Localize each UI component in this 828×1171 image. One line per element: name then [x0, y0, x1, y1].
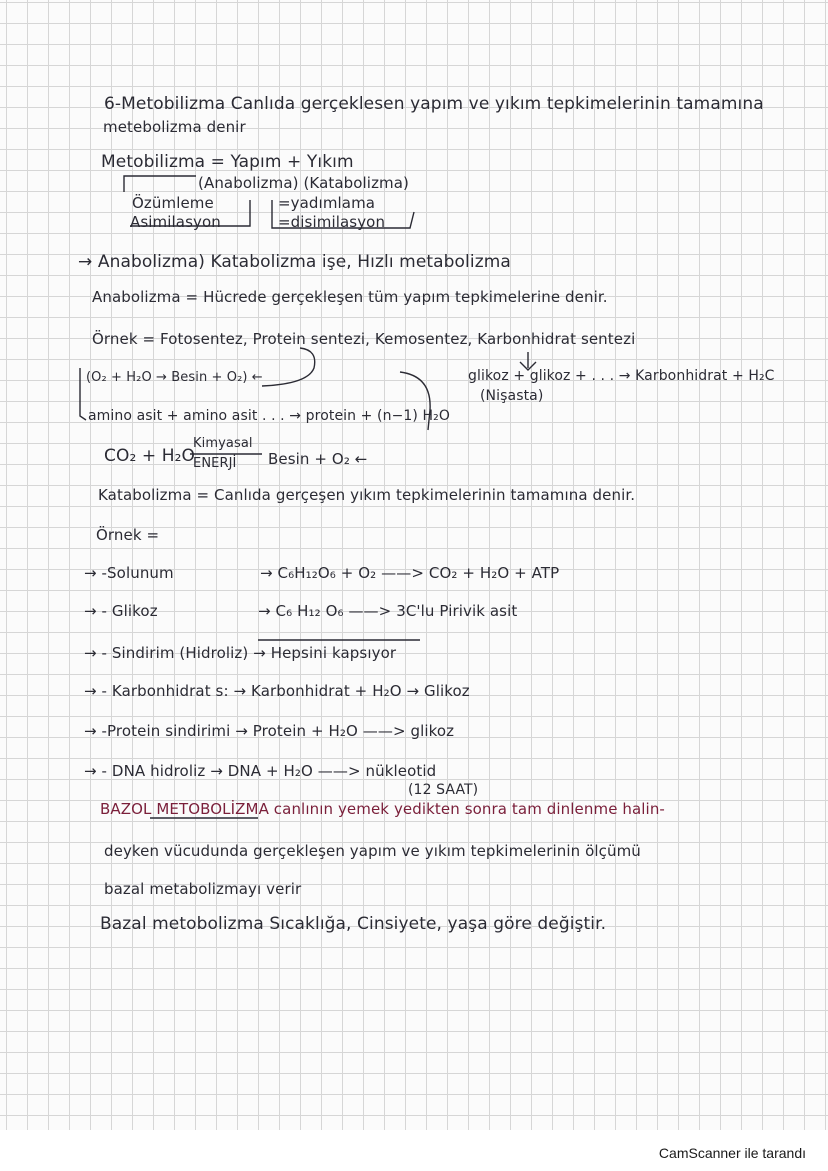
- text-line: glikoz + glikoz + . . . → Karbonhidrat + H₂C: [468, 368, 775, 384]
- text-line: Özümleme: [132, 194, 214, 212]
- text-line: → -Protein sindirimi → Protein + H₂O ——> glikoz: [84, 722, 455, 740]
- text-line: → -Solunum: [84, 564, 174, 582]
- text-line: (12 SAAT): [408, 782, 479, 798]
- bracket-mark: [124, 176, 196, 192]
- text-line: → Anabolizma) Katabolizma işe, Hızlı metabolizma: [78, 252, 511, 272]
- text-line: =disimilasyon: [278, 213, 386, 231]
- text-line-basal-metabolism: BAZOL METOBOLİZMA canlının yemek yedikten sonra tam dinlenme halin-: [100, 800, 665, 818]
- text-line: (O₂ + H₂O → Besin + O₂) ←: [86, 370, 263, 385]
- heading-line-metabolism-definition: 6-Metobilizma Canlıda gerçeklesen yapım ve yıkım tepkimelerinin tamamına: [104, 94, 764, 114]
- text-line: Kimyasal: [193, 436, 253, 451]
- bracket-mark: [130, 200, 250, 226]
- text-line: Metobilizma = Yapım + Yıkım: [101, 152, 354, 172]
- text-line: CO₂ + H₂O: [104, 446, 195, 466]
- text-line: Örnek =: [96, 526, 160, 544]
- text-line: =yadımlama: [278, 194, 376, 212]
- bracket-mark: [80, 368, 86, 420]
- text-line: Katabolizma = Canlıda gerçeşen yıkım tepkimelerinin tamamına denir.: [98, 486, 636, 504]
- text-line: → - Karbonhidrat s: → Karbonhidrat + H₂O → Glikoz: [84, 682, 470, 700]
- bracket-mark: [262, 348, 315, 386]
- text-line: → C₆ H₁₂ O₆ ——> 3C'lu Pirivik asit: [258, 602, 518, 620]
- bracket-mark: [272, 200, 414, 228]
- text-line: ENERJİ: [193, 456, 237, 471]
- bracket-mark: [400, 372, 430, 430]
- text-line: Asimilasyon: [130, 213, 221, 231]
- text-line: Anabolizma = Hücrede gerçekleşen tüm yapım tepkimelerine denir.: [92, 288, 608, 306]
- text-line: Besin + O₂ ←: [268, 450, 368, 468]
- text-line: (Nişasta): [480, 388, 544, 404]
- text-line: Örnek = Fotosentez, Protein sentezi, Kemosentez, Karbonhidrat sentezi: [92, 330, 636, 348]
- scanner-footer-label: CamScanner ile tarandı: [658, 1145, 806, 1161]
- text-line: Bazal metobolizma Sıcaklığa, Cinsiyete, yaşa göre değiştir.: [100, 914, 607, 934]
- text-line: (Anabolizma) (Katabolizma): [198, 174, 409, 192]
- text-line: amino asit + amino asit . . . → protein + (n−1) H₂O: [88, 408, 450, 424]
- text-line: → C₆H₁₂O₆ + O₂ ——> CO₂ + H₂O + ATP: [260, 564, 560, 582]
- text-line: → - DNA hidroliz → DNA + H₂O ——> nükleotid: [84, 762, 437, 780]
- text-line: → - Glikoz: [84, 602, 158, 620]
- text-line: → - Sindirim (Hidroliz) → Hepsini kapsıyor: [84, 644, 397, 662]
- text-line: metebolizma denir: [103, 118, 246, 136]
- text-line: deyken vücudunda gerçekleşen yapım ve yıkım tepkimelerinin ölçümü: [104, 842, 641, 860]
- text-line: bazal metabolizmayı verir: [104, 880, 302, 898]
